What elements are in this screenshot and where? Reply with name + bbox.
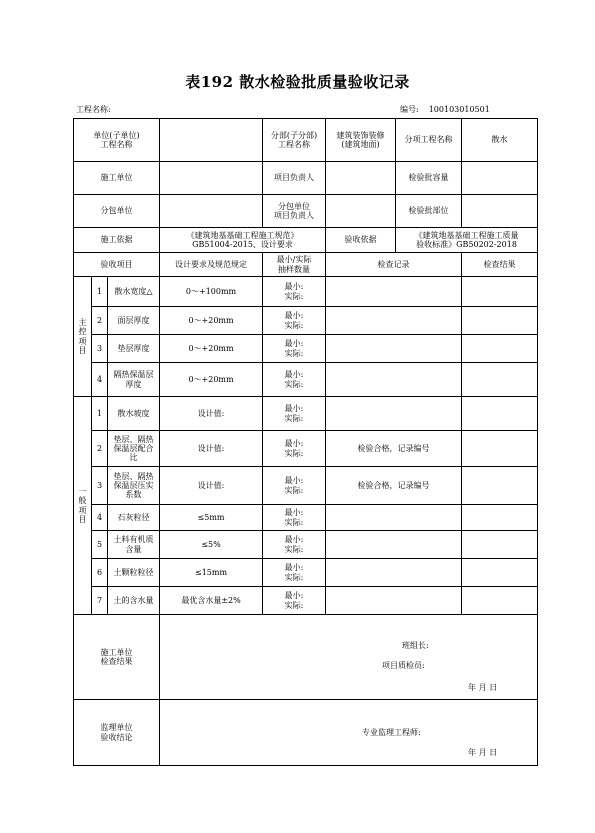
- item-requirement: 设计值:: [160, 467, 263, 505]
- subcontractor-label: 分包单位: [74, 195, 160, 228]
- item-requirement: 设计值:: [160, 431, 263, 467]
- batch-size-value-cell[interactable]: [462, 162, 538, 195]
- table-row: [74, 277, 538, 307]
- item-record[interactable]: [326, 559, 462, 587]
- main-group-label: 主 控 项 目: [74, 277, 92, 397]
- item-sample[interactable]: 最小: 实际:: [263, 559, 326, 587]
- item-name: 土料有机质 含量: [108, 531, 160, 559]
- item-name: 土的含水量: [108, 587, 160, 615]
- batch-part-label: 检验批部位: [396, 195, 462, 228]
- item-sample[interactable]: 最小: 实际:: [263, 467, 326, 505]
- batch-size-label: 检验批容量: [396, 162, 462, 195]
- col-sample: 最小/实际 抽样数量: [263, 253, 326, 277]
- main-control-items: [74, 277, 538, 397]
- table-row: [74, 587, 538, 615]
- item-requirement: 设计值:: [160, 397, 263, 431]
- item-result[interactable]: [462, 505, 538, 531]
- basis-value: 《建筑地基基础工程施工规范》 GB51004-2015、设计要求: [160, 228, 326, 253]
- item-requirement: 0～+100mm: [160, 277, 263, 307]
- item-record[interactable]: [326, 307, 462, 335]
- table-row: [74, 307, 538, 335]
- page-title: 表192 散水检验批质量验收记录: [185, 73, 410, 91]
- acceptance-record-table: [73, 118, 538, 766]
- supervision-row: [74, 700, 538, 766]
- supervision-label: 监理单位 验收结论: [74, 700, 160, 766]
- item-name: 面层厚度: [108, 307, 160, 335]
- sub-pm-label: 分包单位 项目负责人: [263, 195, 326, 228]
- supervision-engineer-label: 专业监理工程师:: [362, 728, 421, 737]
- item-name: 土颗粒粒径: [108, 559, 160, 587]
- item-no: 4: [92, 505, 108, 531]
- division-value: 建筑装饰装修 (建筑地面): [326, 119, 396, 162]
- serial-number: [400, 104, 490, 115]
- quality-inspector-label: 项目质检员:: [382, 661, 425, 670]
- item-sample[interactable]: 最小: 实际:: [263, 531, 326, 559]
- item-result[interactable]: [462, 467, 538, 505]
- item-no: 3: [92, 335, 108, 363]
- project-name-label: 工程名称:: [76, 105, 111, 114]
- inspection-sign-cell: [160, 615, 538, 700]
- item-no: 2: [92, 307, 108, 335]
- table-row: [74, 467, 538, 505]
- item-no: 2: [92, 431, 108, 467]
- item-name: 隔热保温层 厚度: [108, 363, 160, 397]
- column-header-row: [74, 253, 538, 277]
- item-sample[interactable]: 最小: 实际:: [263, 587, 326, 615]
- item-requirement: 0～+20mm: [160, 307, 263, 335]
- unit-label: 单位(子单位) 工程名称: [74, 119, 160, 162]
- item-name: 散水宽度△: [108, 277, 160, 307]
- col-result: 检查结果: [462, 253, 538, 277]
- contractor-label: 施工单位: [74, 162, 160, 195]
- item-requirement: ≤5mm: [160, 505, 263, 531]
- item-no: 4: [92, 363, 108, 397]
- col-item: 验收项目: [74, 253, 160, 277]
- item-requirement: 0～+20mm: [160, 363, 263, 397]
- item-name: 散水坡度: [108, 397, 160, 431]
- table-row: [74, 397, 538, 431]
- table-row: [74, 363, 538, 397]
- unit-value-cell[interactable]: [160, 119, 263, 162]
- batch-part-value-cell[interactable]: [462, 195, 538, 228]
- item-no: 1: [92, 397, 108, 431]
- pm-value-cell[interactable]: [326, 162, 396, 195]
- item-record[interactable]: [326, 277, 462, 307]
- item-name: 垫层、隔热 保温层配合 比: [108, 431, 160, 467]
- header-row-unit: [74, 119, 538, 162]
- item-result[interactable]: [462, 431, 538, 467]
- table-row: [74, 531, 538, 559]
- header-row-basis: [74, 228, 538, 253]
- subitem-value: 散水: [462, 119, 538, 162]
- subcontractor-value-cell[interactable]: [160, 195, 263, 228]
- table-row: [74, 431, 538, 467]
- item-sample[interactable]: 最小: 实际:: [263, 363, 326, 397]
- basis-label: 施工依据: [74, 228, 160, 253]
- contractor-value-cell[interactable]: [160, 162, 263, 195]
- supervision-sign-cell: [160, 700, 538, 766]
- item-no: 1: [92, 277, 108, 307]
- item-requirement: ≤15mm: [160, 559, 263, 587]
- division-label: 分部(子分部) 工程名称: [263, 119, 326, 162]
- item-result[interactable]: [462, 363, 538, 397]
- header-row-subcontractor: [74, 195, 538, 228]
- item-name: 垫层、隔热 保温层压实 系数: [108, 467, 160, 505]
- item-no: 7: [92, 587, 108, 615]
- inspection-label: 施工单位 检查结果: [74, 615, 160, 700]
- item-result[interactable]: [462, 307, 538, 335]
- item-record[interactable]: [326, 363, 462, 397]
- pm-label: 项目负责人: [263, 162, 326, 195]
- item-sample[interactable]: 最小: 实际:: [263, 397, 326, 431]
- inspection-row: [74, 615, 538, 700]
- general-group-label: 一 般 项 目: [74, 397, 92, 615]
- table-row: [74, 505, 538, 531]
- item-record[interactable]: 检验合格，记录编号: [326, 431, 462, 467]
- item-sample[interactable]: 最小: 实际:: [263, 307, 326, 335]
- item-requirement: ≤5%: [160, 531, 263, 559]
- acceptance-basis-value: 《建筑地基基础工程施工质量 验收标准》GB50202-2018: [396, 228, 538, 253]
- general-items: [74, 397, 538, 615]
- serial-label: 编号:: [400, 105, 419, 114]
- item-sample[interactable]: 最小: 实际:: [263, 277, 326, 307]
- table-row: [74, 335, 538, 363]
- item-record[interactable]: [326, 531, 462, 559]
- team-leader-label: 班组长:: [402, 641, 429, 650]
- item-no: 5: [92, 531, 108, 559]
- item-result[interactable]: [462, 531, 538, 559]
- item-record[interactable]: [326, 505, 462, 531]
- item-requirement: 0～+20mm: [160, 335, 263, 363]
- header-row-contractor: [74, 162, 538, 195]
- table-row: [74, 559, 538, 587]
- item-sample[interactable]: 最小: 实际:: [263, 431, 326, 467]
- item-record[interactable]: [326, 587, 462, 615]
- supervision-date: 年 月 日: [468, 748, 498, 757]
- sub-pm-value-cell[interactable]: [326, 195, 396, 228]
- item-record[interactable]: 检验合格，记录编号: [326, 467, 462, 505]
- item-sample[interactable]: 最小: 实际:: [263, 505, 326, 531]
- item-record[interactable]: [326, 397, 462, 431]
- inspection-date: 年 月 日: [468, 683, 498, 692]
- item-name: 石灰粒径: [108, 505, 160, 531]
- item-sample[interactable]: 最小: 实际:: [263, 335, 326, 363]
- item-name: 垫层厚度: [108, 335, 160, 363]
- col-record: 检查记录: [326, 253, 462, 277]
- item-result[interactable]: [462, 397, 538, 431]
- item-result[interactable]: [462, 277, 538, 307]
- item-record[interactable]: [326, 335, 462, 363]
- item-result[interactable]: [462, 587, 538, 615]
- col-requirement: 设计要求及规范规定: [160, 253, 263, 277]
- subitem-label: 分项工程名称: [396, 119, 462, 162]
- item-result[interactable]: [462, 335, 538, 363]
- item-result[interactable]: [462, 559, 538, 587]
- item-no: 6: [92, 559, 108, 587]
- item-no: 3: [92, 467, 108, 505]
- item-requirement: 最优含水量±2%: [160, 587, 263, 615]
- acceptance-basis-label: 验收依据: [326, 228, 396, 253]
- serial-value: 100103010501: [428, 105, 490, 114]
